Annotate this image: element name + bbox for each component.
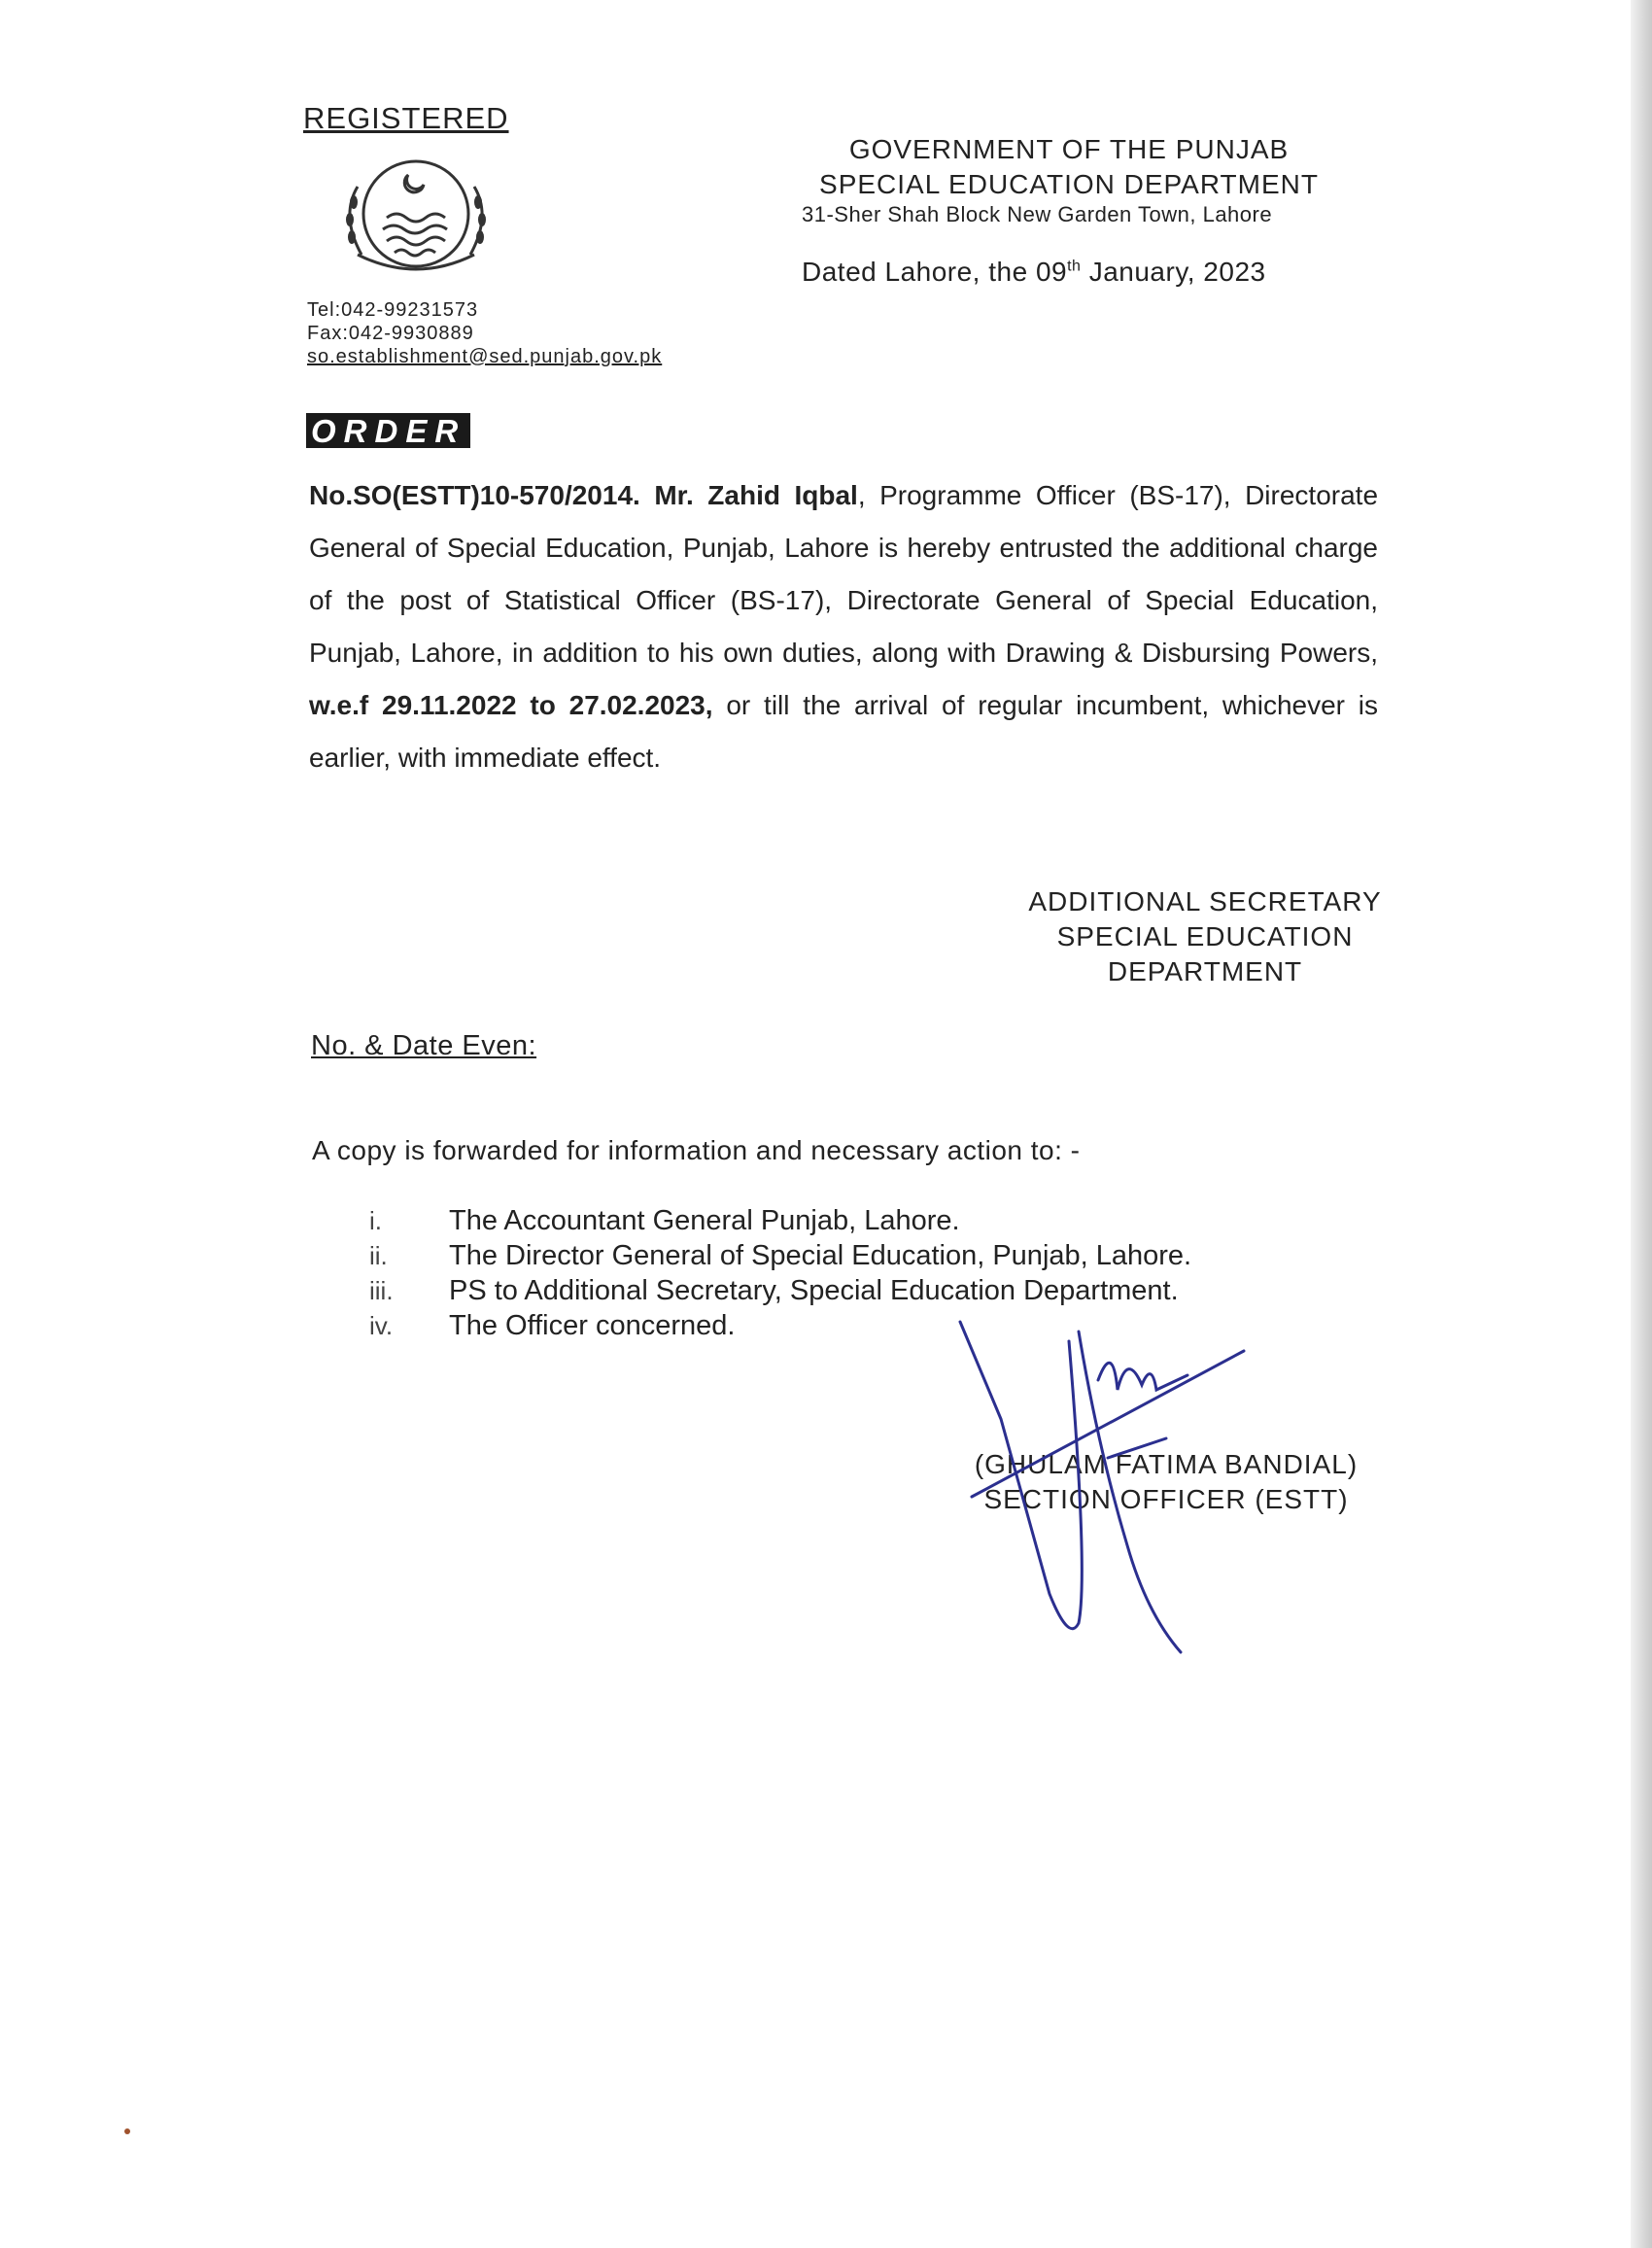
designation-line-1: ADDITIONAL SECRETARY [1028,886,1382,916]
designation-line-2: SPECIAL EDUCATION [1056,921,1354,951]
list-item [369,1238,1191,1273]
effective-period: w.e.f 29.11.2022 to 27.02.2023, [309,690,713,720]
department-address: 31-Sher Shah Block New Garden Town, Lahore [802,202,1273,226]
list-item-text: The Officer concerned. [449,1310,736,1341]
government-name: GOVERNMENT OF THE PUNJAB [848,134,1290,164]
date-ordinal: th [1067,258,1082,275]
department-name: SPECIAL EDUCATION DEPARTMENT [819,169,1319,199]
list-item [369,1203,1191,1238]
telephone-number: Tel:042-99231573 [307,299,479,321]
list-item-text: PS to Additional Secretary, Special Education Department. [449,1275,1179,1306]
authority-designation [952,884,1458,989]
order-number: No.SO(ESTT)10-570/2014. [309,480,640,510]
list-item-number: ii. [369,1241,388,1270]
list-item-number: iii. [369,1276,394,1305]
copy-forward-intro: A copy is forwarded for information and necessary action to: - [312,1135,1081,1165]
punjab-government-emblem-icon [319,148,513,294]
order-text-1: , Programme Officer (BS-17), Directorate General of Special Education, Punjab, Lahore is hereby entrusted the additional charge of the post of Statistical Officer (BS-17), Directorate General of Special Education, Punjab, Lahore, in addition to his own duties, along with Drawing & Disbursing Powers, [309,480,1379,668]
signatory-title: SECTION OFFICER (ESTT) [983,1484,1349,1514]
designation-line-3: DEPARTMENT [1107,956,1303,986]
letterhead [797,132,1341,202]
order-title: ORDER [306,413,470,448]
registered-label: REGISTERED [303,101,509,135]
scan-edge-shadow [1631,0,1652,2248]
list-item-text: The Director General of Special Education, Punjab, Lahore. [449,1240,1192,1271]
letter-date [802,257,1266,288]
date-suffix: January, 2023 [1081,257,1266,287]
officer-name: Mr. Zahid Iqbal [654,480,858,510]
order-text-2: or till the arrival of regular incumbent, whichever is earlier, with immediate effect. [309,690,1379,773]
contact-details [307,298,662,368]
email-link[interactable]: so.establishment@sed.punjab.gov.pk [307,346,663,367]
handwritten-signature [933,1302,1254,1662]
list-item-number: i. [369,1206,382,1235]
list-item-number: iv. [369,1311,394,1340]
paper-speck [124,2128,130,2134]
signatory-name: (GHULAM FATIMA BANDIAL) [974,1449,1359,1479]
date-prefix: Dated Lahore, the 09 [802,257,1068,287]
order-body [309,469,1378,784]
fax-number: Fax:042-9930889 [307,323,474,344]
no-date-even-heading: No. & Date Even: [311,1030,537,1061]
list-item-text: The Accountant General Punjab, Lahore. [449,1205,960,1236]
